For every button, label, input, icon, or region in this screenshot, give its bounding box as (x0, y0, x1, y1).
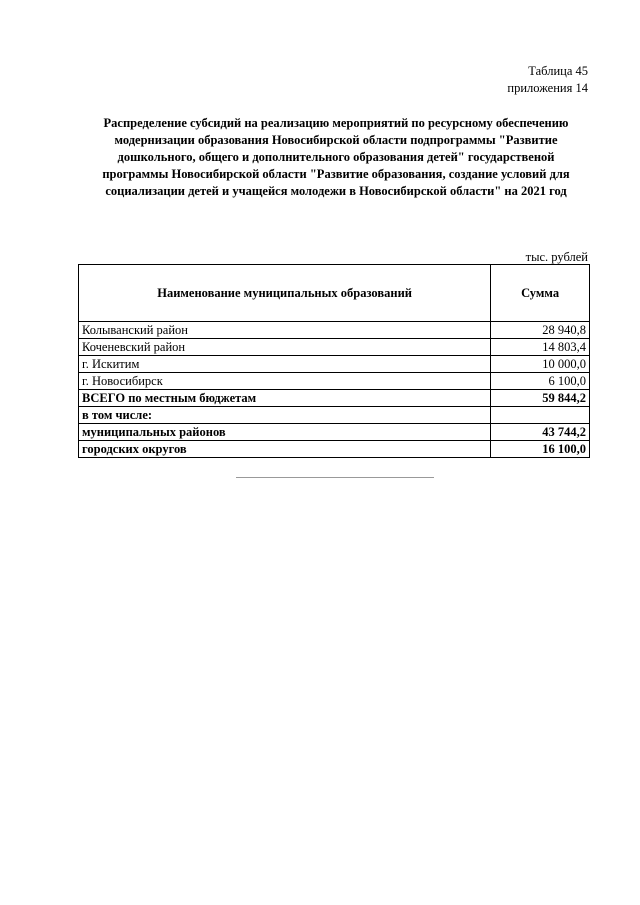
table-header-row (79, 265, 590, 322)
row-name: ВСЕГО по местным бюджетам (79, 390, 491, 407)
table-row-subtotal (79, 424, 590, 441)
title-line: социализации детей и учащейся молодежи в Новосибирской области" на 2021 год (105, 184, 567, 198)
document-title (86, 115, 586, 200)
title-line: программы Новосибирской области "Развитие образования, создание условий для (102, 167, 570, 181)
table-row (79, 339, 590, 356)
row-sum: 59 844,2 (491, 390, 590, 407)
row-name: городских округов (79, 441, 491, 458)
table-reference (507, 63, 588, 97)
column-header-name: Наименование муниципальных образований (79, 265, 491, 322)
row-name: муниципальных районов (79, 424, 491, 441)
row-name: Колыванский район (79, 322, 491, 339)
title-line: Распределение субсидий на реализацию мероприятий по ресурсному обеспечению (103, 116, 569, 130)
table-row-total (79, 390, 590, 407)
table-row (79, 373, 590, 390)
row-name: г. Искитим (79, 356, 491, 373)
units-label: тыс. рублей (525, 250, 588, 264)
table-number: Таблица 45 (528, 64, 588, 78)
row-sum: 6 100,0 (491, 373, 590, 390)
row-sum: 10 000,0 (491, 356, 590, 373)
table-row (79, 356, 590, 373)
row-name: г. Новосибирск (79, 373, 491, 390)
row-name: Коченевский район (79, 339, 491, 356)
column-header-sum: Сумма (491, 265, 590, 322)
table-row-subtotal (79, 441, 590, 458)
row-name: в том числе: (79, 407, 491, 424)
title-line: дошкольного, общего и дополнительного образования детей" государственой (117, 150, 555, 164)
title-line: модернизации образования Новосибирской области подпрограммы "Развитие (114, 133, 558, 147)
row-sum: 14 803,4 (491, 339, 590, 356)
row-sum: 16 100,0 (491, 441, 590, 458)
row-sum: 28 940,8 (491, 322, 590, 339)
appendix-number: приложения 14 (507, 81, 588, 95)
row-sum (491, 407, 590, 424)
table-row-subheading (79, 407, 590, 424)
table-row (79, 322, 590, 339)
closing-rule (236, 477, 434, 478)
subsidy-table (78, 264, 590, 458)
row-sum: 43 744,2 (491, 424, 590, 441)
